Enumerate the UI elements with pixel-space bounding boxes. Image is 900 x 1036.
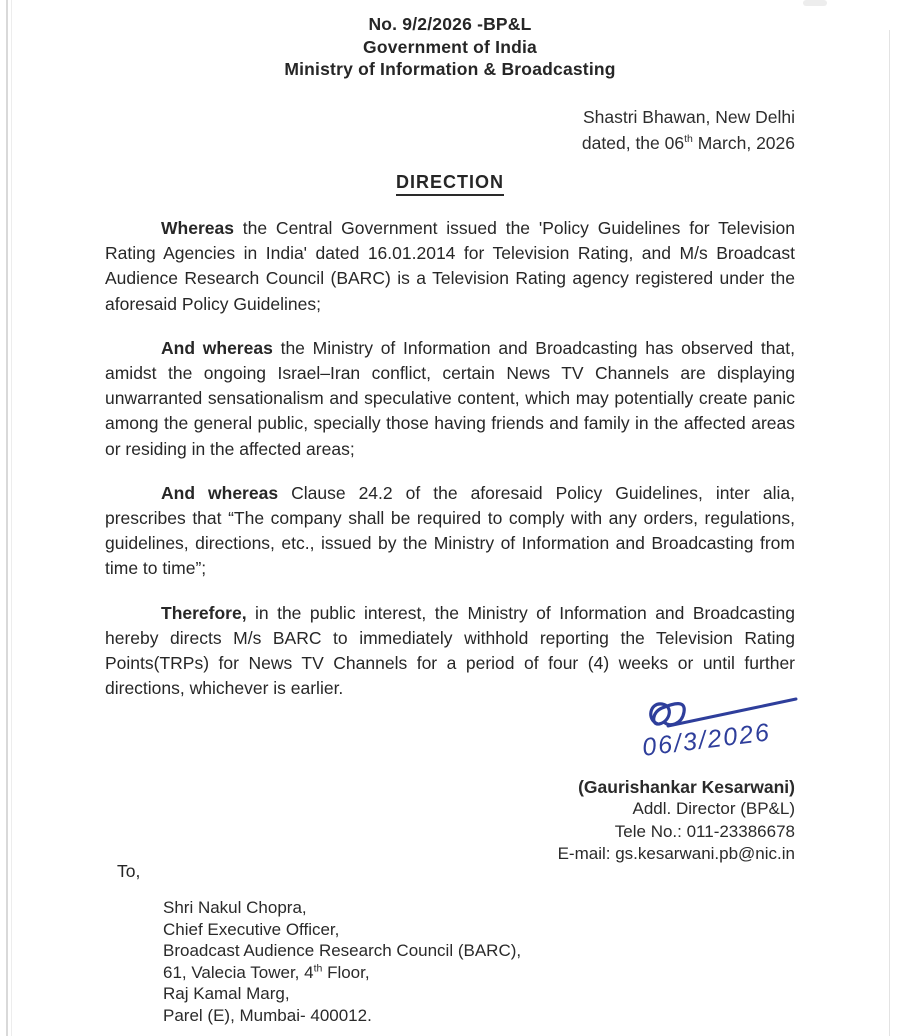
signatory-name: (Gaurishankar Kesarwani)	[578, 777, 795, 797]
recipient-name: Shri Nakul Chopra,	[163, 898, 307, 917]
recipient-organization: Broadcast Audience Research Council (BARC),	[163, 941, 522, 961]
paragraph-whereas-3	[105, 481, 795, 582]
paragraph-text: the Central Government issued the 'Policy Guidelines for Television Rating Agencies in India' dated 16.01.2014 for Television Rating, and M/s Broadcast Audience Research Council (BARC) is a Television Rating agency registered under the aforesaid Policy Guidelines;	[105, 218, 795, 314]
paragraph-lead: And whereas	[161, 337, 273, 358]
handwritten-date: 06/3/2026	[640, 718, 773, 762]
dateline	[582, 104, 795, 156]
paragraph-lead: Whereas	[161, 218, 234, 238]
paragraph-whereas-2	[105, 336, 795, 462]
date-ordinal-suffix: th	[684, 133, 693, 146]
date-line	[582, 130, 795, 156]
signatory-email: E-mail: gs.kesarwani.pb@nic.in	[557, 844, 795, 864]
document-title-text: DIRECTION	[396, 172, 504, 196]
recipient-street: Raj Kamal Marg,	[163, 984, 290, 1004]
government-line: Government of India	[363, 36, 537, 57]
letter-body	[105, 216, 795, 720]
date-prefix: dated, the 06	[581, 133, 685, 153]
paragraph-text: in the public interest, the Ministry of Information and Broadcasting hereby directs M/s BARC to immediately withhold reporting the Television Rating Points(TRPs) for News TV Channels for a period of four (4) weeks or until further directions, whichever is earlier.	[105, 602, 795, 699]
paragraph-lead: And whereas	[161, 482, 279, 503]
place-line: Shastri Bhawan, New Delhi	[582, 107, 795, 127]
date-suffix: March, 2026	[692, 133, 795, 153]
recipient-address	[163, 897, 521, 1027]
recipient-designation: Chief Executive Officer,	[163, 919, 340, 939]
scan-artifact	[803, 0, 827, 6]
ministry-line: Ministry of Information & Broadcasting	[284, 59, 616, 79]
signature	[628, 686, 813, 776]
signatory-block	[558, 776, 795, 866]
letter-head	[0, 13, 900, 81]
floor-ordinal-suffix: th	[313, 962, 323, 975]
paragraph-whereas-1	[105, 216, 795, 317]
address-prefix: 61, Valecia Tower, 4	[163, 962, 314, 982]
document-title	[0, 172, 900, 196]
reference-number: No. 9/2/2026 -BP&L	[368, 14, 532, 34]
recipient-city: Parel (E), Mumbai- 400012.	[163, 1005, 372, 1025]
recipient-salutation: To,	[117, 861, 141, 881]
address-suffix: Floor,	[322, 962, 370, 982]
paragraph-text: the Ministry of Information and Broadcasting has observed that, amidst the ongoing Israel–Iran conflict, certain News TV Channels are displaying unwarranted sensationalism and speculative content, which may potentially create panic among the general public, specially those having friends and family in the affected areas or residing in the affected areas;	[105, 337, 795, 459]
signatory-designation: Addl. Director (BP&L)	[632, 799, 795, 819]
signatory-telephone: Tele No.: 011-23386678	[614, 821, 795, 841]
scan-edge-line	[6, 0, 8, 1036]
scan-edge-line	[11, 0, 12, 1036]
recipient-address-line	[163, 962, 521, 984]
paragraph-text: Clause 24.2 of the aforesaid Policy Guidelines, inter alia, prescribes that “The company shall be required to comply with any orders, regulations, guidelines, directions, etc., issued by the Ministry of Information and Broadcasting from time to time”;	[105, 482, 795, 579]
paragraph-lead: Therefore,	[161, 602, 247, 623]
